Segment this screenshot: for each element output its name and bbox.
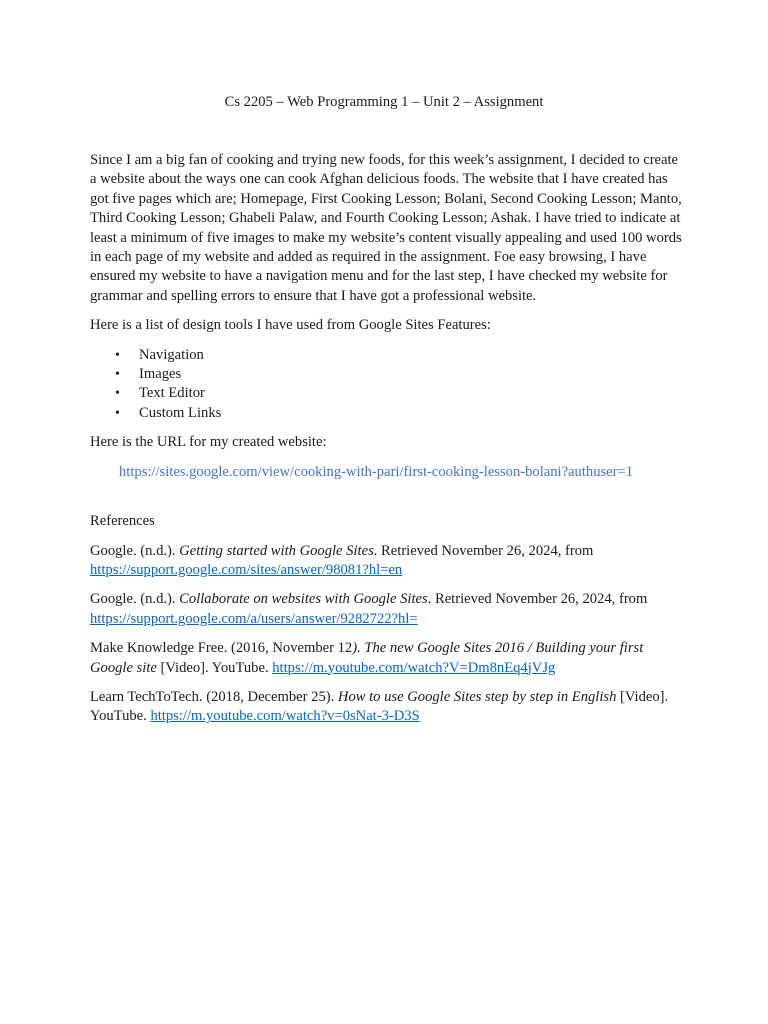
tool-label: Navigation — [139, 346, 204, 363]
references-heading: References — [90, 513, 155, 530]
reference-link[interactable]: https://support.google.com/a/users/answer/9282722?hl= — [90, 610, 418, 627]
reference-entry — [90, 688, 682, 727]
tool-label: Images — [139, 366, 182, 383]
reference-link[interactable]: https://m.youtube.com/watch?v=0sNat-3-D3S — [150, 708, 420, 725]
bullet-icon: • — [115, 367, 120, 383]
reference-title: How to use Google Sites step by step in English — [337, 688, 617, 705]
reference-suffix: [Video]. YouTube. — [90, 688, 669, 725]
reference-link[interactable]: https://m.youtube.com/watch?V=Dm8nEq4jVJg — [272, 659, 556, 676]
tool-label: Custom Links — [139, 404, 222, 421]
list-item — [115, 346, 682, 365]
reference-suffix: . Retrieved November 26, 2024, from — [427, 591, 648, 608]
list-item — [115, 384, 682, 403]
reference-entry — [90, 639, 682, 678]
reference-prefix: Google. (n.d.). — [90, 591, 180, 608]
tools-list — [90, 346, 682, 424]
reference-title: Getting started with Google Sites — [179, 542, 374, 559]
reference-title: Collaborate on websites with Google Sites — [179, 591, 428, 608]
reference-suffix: . Retrieved November 26, 2024, from — [373, 542, 594, 559]
reference-entry — [90, 590, 682, 629]
reference-prefix: Google. (n.d.). — [90, 542, 180, 559]
site-url-link[interactable]: https://sites.google.com/view/cooking-with-pari/first-cooking-lesson-bolani?authuser=1 — [119, 463, 634, 480]
reference-prefix: Make Knowledge Free. (2016, November 12 — [90, 640, 353, 657]
bullet-icon: • — [115, 405, 120, 421]
list-item — [115, 404, 682, 423]
document-title: Cs 2205 – Web Programming 1 – Unit 2 – Assignment — [224, 94, 544, 110]
reference-link[interactable]: https://support.google.com/sites/answer/98081?hl=en — [90, 561, 403, 578]
reference-entry — [90, 542, 682, 581]
reference-suffix: [Video]. YouTube. — [156, 659, 273, 676]
url-intro-paragraph: Here is the URL for my created website: — [90, 434, 327, 451]
bullet-icon: • — [115, 386, 120, 402]
tools-intro-paragraph: Here is a list of design tools I have used from Google Sites Features: — [90, 317, 491, 334]
bullet-icon: • — [115, 347, 120, 363]
document-body — [90, 151, 682, 737]
reference-prefix: Learn TechToTech. (2018, December 25). — [90, 688, 338, 705]
reference-title: ). The new Google Sites 2016 / Building your first Google site — [90, 640, 644, 676]
list-item — [115, 365, 682, 384]
intro-paragraph: Since I am a big fan of cooking and trying new foods, for this week’s assignment, I decided to create a website about the ways one can cook Afghan delicious foods. The website that I have created has got five pages which are; Homepage, First Cooking Lesson; Bolani, Second Cooking Lesson; Manto, Third Cooking Lesson; Ghabeli Palaw, and Fourth Cooking Lesson; Ashak. I have tried to indicate at least a minimum of five images to make my website’s content visually appealing and used 100 words in each page of my website and added as required in the assignment. Foe easy browsing, I have ensured my website to have a navigation menu and for the last step, I have checked my website for grammar and spelling errors to ensure that I have got a professional website. — [90, 152, 682, 304]
tool-label: Text Editor — [139, 385, 205, 402]
